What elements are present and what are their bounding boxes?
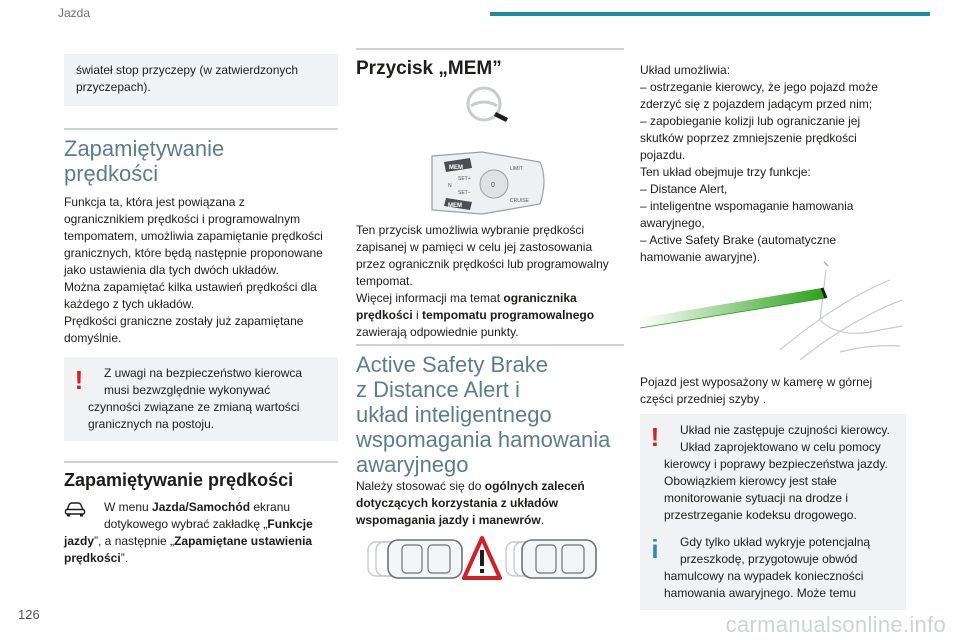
- text-line: monitorowanie sytuacji na drodze i: [664, 491, 849, 505]
- text-run: i: [412, 308, 423, 322]
- text-line: tempomat.: [356, 274, 413, 288]
- text-line: – zapobieganie kolizji lub ograniczanie jej: [640, 114, 861, 128]
- text-line: granicznych na postoju.: [88, 417, 215, 431]
- cruise-stalk-icon: [422, 148, 552, 218]
- text-line: Prędkości graniczne zostały już zapamiętane: [64, 314, 304, 328]
- text-run: .: [540, 513, 545, 527]
- camera-paragraph: [640, 374, 906, 408]
- text-run-bold: ogólnych zaleceń: [484, 479, 585, 493]
- stalk-label: MEM: [449, 165, 463, 171]
- section-title-mem-button: Przycisk „MEM”: [356, 58, 502, 79]
- windscreen-camera-icon: [640, 260, 904, 370]
- text-run: Więcej informacji ma temat: [356, 291, 504, 305]
- text-run-bold: ogranicznika: [503, 291, 577, 305]
- text-line: przez ogranicznik prędkości lub programowalny: [356, 257, 609, 271]
- advice-paragraph: [356, 478, 624, 529]
- steering-wheel-icon: [458, 84, 514, 128]
- text-line: zawierają odpowiednie punkty.: [356, 325, 519, 339]
- text-line: części przedniej szyby .: [640, 392, 767, 406]
- front-car: [522, 540, 596, 578]
- text-run: ekranu: [250, 500, 291, 514]
- text-run-bold: wspomagania jazdy i manewrów: [356, 513, 541, 527]
- text-line: – Distance Alert,: [640, 182, 728, 196]
- text-run-bold: Jazda/Samochód: [152, 500, 251, 514]
- text-line: zderzyć się z pojazdem jadącym przed nim;: [640, 97, 873, 111]
- column-right: [640, 40, 906, 600]
- column-left: [64, 40, 338, 567]
- text-run-bold: jazdy: [64, 534, 95, 548]
- text-run-bold: prędkości: [356, 308, 413, 322]
- text-line: ogranicznikiem prędkości i programowalnym: [64, 212, 301, 226]
- text-line: Ten przycisk umożliwia wybranie prędkości: [356, 223, 585, 237]
- text-line: Układ zaprojektowano w celu pomocy: [680, 440, 881, 454]
- text-line: Można zapamiętać kilka ustawień prędkości dla: [64, 280, 317, 294]
- text-line: granicznych, które będą następnie proponowane: [64, 246, 323, 260]
- text-line-bold: dotyczących korzystania z układów: [356, 496, 559, 510]
- car-menu-icon: [64, 501, 86, 517]
- warning-exclamation-icon: !: [74, 365, 84, 395]
- text-run: dotykowego wybrać zakładkę „: [104, 517, 268, 531]
- warning-note: [640, 414, 906, 532]
- text-line: – Active Safety Brake (automatyczne: [640, 233, 837, 247]
- info-icon: i: [651, 534, 659, 564]
- intro-paragraph: [64, 194, 338, 347]
- section-title-speed-memory: [64, 136, 338, 186]
- text-run: W menu: [104, 500, 153, 514]
- text-line: Układ nie zastępuje czujności kierowcy.: [680, 423, 890, 437]
- section-title-line: Zapamiętywanie: [64, 136, 225, 161]
- text-line: Funkcja ta, która jest powiązana z: [64, 195, 245, 209]
- text-line: hamowania awaryjnego. Może temu: [664, 586, 857, 600]
- header-bar: [490, 12, 930, 16]
- text-line: Z uwagi na bezpieczeństwo kierowca: [104, 366, 303, 380]
- section-title-line: awaryjnego: [356, 452, 469, 477]
- text-line: przestrzeganie kodeksu drogowego.: [664, 508, 857, 522]
- text-line: musi bezwzględnie wykonywać: [104, 383, 271, 397]
- rear-car: [388, 540, 462, 578]
- text-line: zapisanej w pamięci w celu jej zastosowania: [356, 240, 593, 254]
- section-title-line: prędkości: [64, 161, 159, 186]
- header-title: Jazda: [58, 6, 91, 20]
- text-line: Pojazd jest wyposażony w kamerę w górnej: [640, 375, 873, 389]
- stalk-label: SET−: [458, 190, 471, 196]
- text-line: hamulcowy na wypadek konieczności: [664, 569, 864, 583]
- text-run-bold: prędkości: [64, 551, 121, 565]
- text-line: każdego z tych układów.: [64, 297, 195, 311]
- text-run-bold: tempomatu programowalnego: [422, 308, 595, 322]
- text-line: jako ustawienia dla tych dwóch układów.: [64, 263, 279, 277]
- system-paragraph: [640, 62, 906, 266]
- watermark: carmanualsonline.info: [725, 612, 946, 637]
- text-line: tempomatem, umożliwia zapamiętanie prędkości: [64, 229, 323, 243]
- section-title-line: z Distance Alert i: [356, 377, 520, 402]
- warning-exclamation-icon: !: [650, 422, 660, 452]
- warning-triangle-icon: [464, 538, 500, 578]
- text-line: czynności związane ze zmianą wartości: [88, 400, 300, 414]
- text-run: ”.: [120, 551, 129, 565]
- stalk-label: MEM: [448, 203, 462, 209]
- text-line: awaryjnego,: [640, 216, 705, 230]
- continued-note-box: [64, 54, 338, 106]
- text-line: – ostrzeganie kierowcy, że jego pojazd może: [640, 80, 878, 94]
- text-line: pojazdu.: [640, 148, 686, 162]
- page-number: 126: [18, 607, 40, 622]
- collision-warning-illustration: [366, 532, 598, 588]
- text-run: ”, a następnie „: [94, 534, 175, 548]
- text-run-bold: Zapamiętane ustawienia: [174, 534, 313, 548]
- section-divider: [356, 344, 624, 346]
- stalk-label: N: [448, 183, 452, 189]
- text-line: skutków poprzez zmniejszenie prędkości: [640, 131, 857, 145]
- section-title-line: układ inteligentnego: [356, 402, 552, 427]
- text-line: przeszkodę, przygotowuje obwód: [680, 552, 858, 566]
- stalk-label: CRUISE: [510, 198, 529, 204]
- text-run: Należy stosować się do: [356, 479, 485, 493]
- info-note: [640, 526, 906, 610]
- section-title-line: wspomagania hamowania: [356, 427, 611, 452]
- text-line: – inteligentne wspomaganie hamowania: [640, 199, 854, 213]
- stalk-label: SET+: [458, 176, 471, 182]
- text-line: Układ umożliwia:: [640, 63, 731, 77]
- column-middle: [356, 40, 624, 527]
- text-line: Ten układ obejmuje trzy funkcje:: [640, 165, 811, 179]
- section-title-active-safety-brake: [356, 352, 624, 477]
- text-line: domyślnie.: [64, 331, 122, 345]
- text-line: kierowcy i poprawy bezpieczeństwa jazdy.: [664, 457, 888, 471]
- box-line: przyczepach).: [76, 80, 151, 94]
- menu-instruction: [64, 499, 338, 567]
- text-run-bold: Funkcje: [267, 517, 313, 531]
- stalk-label: LIMIT: [510, 166, 523, 172]
- stalk-label: 0: [491, 182, 495, 189]
- text-line: Obowiązkiem kierowcy jest stałe: [664, 474, 837, 488]
- section-title-store-speeds: Zapamiętywanie prędkości: [64, 470, 294, 490]
- text-line: Gdy tylko układ wykryje potencjalną: [680, 535, 871, 549]
- text-line: hamowanie awaryjne).: [640, 250, 761, 264]
- warning-note: [64, 357, 338, 441]
- mem-paragraph: [356, 222, 624, 341]
- box-line: świateł stop przyczepy (w zatwierdzonych: [76, 63, 299, 77]
- section-title-line: Active Safety Brake: [356, 352, 548, 377]
